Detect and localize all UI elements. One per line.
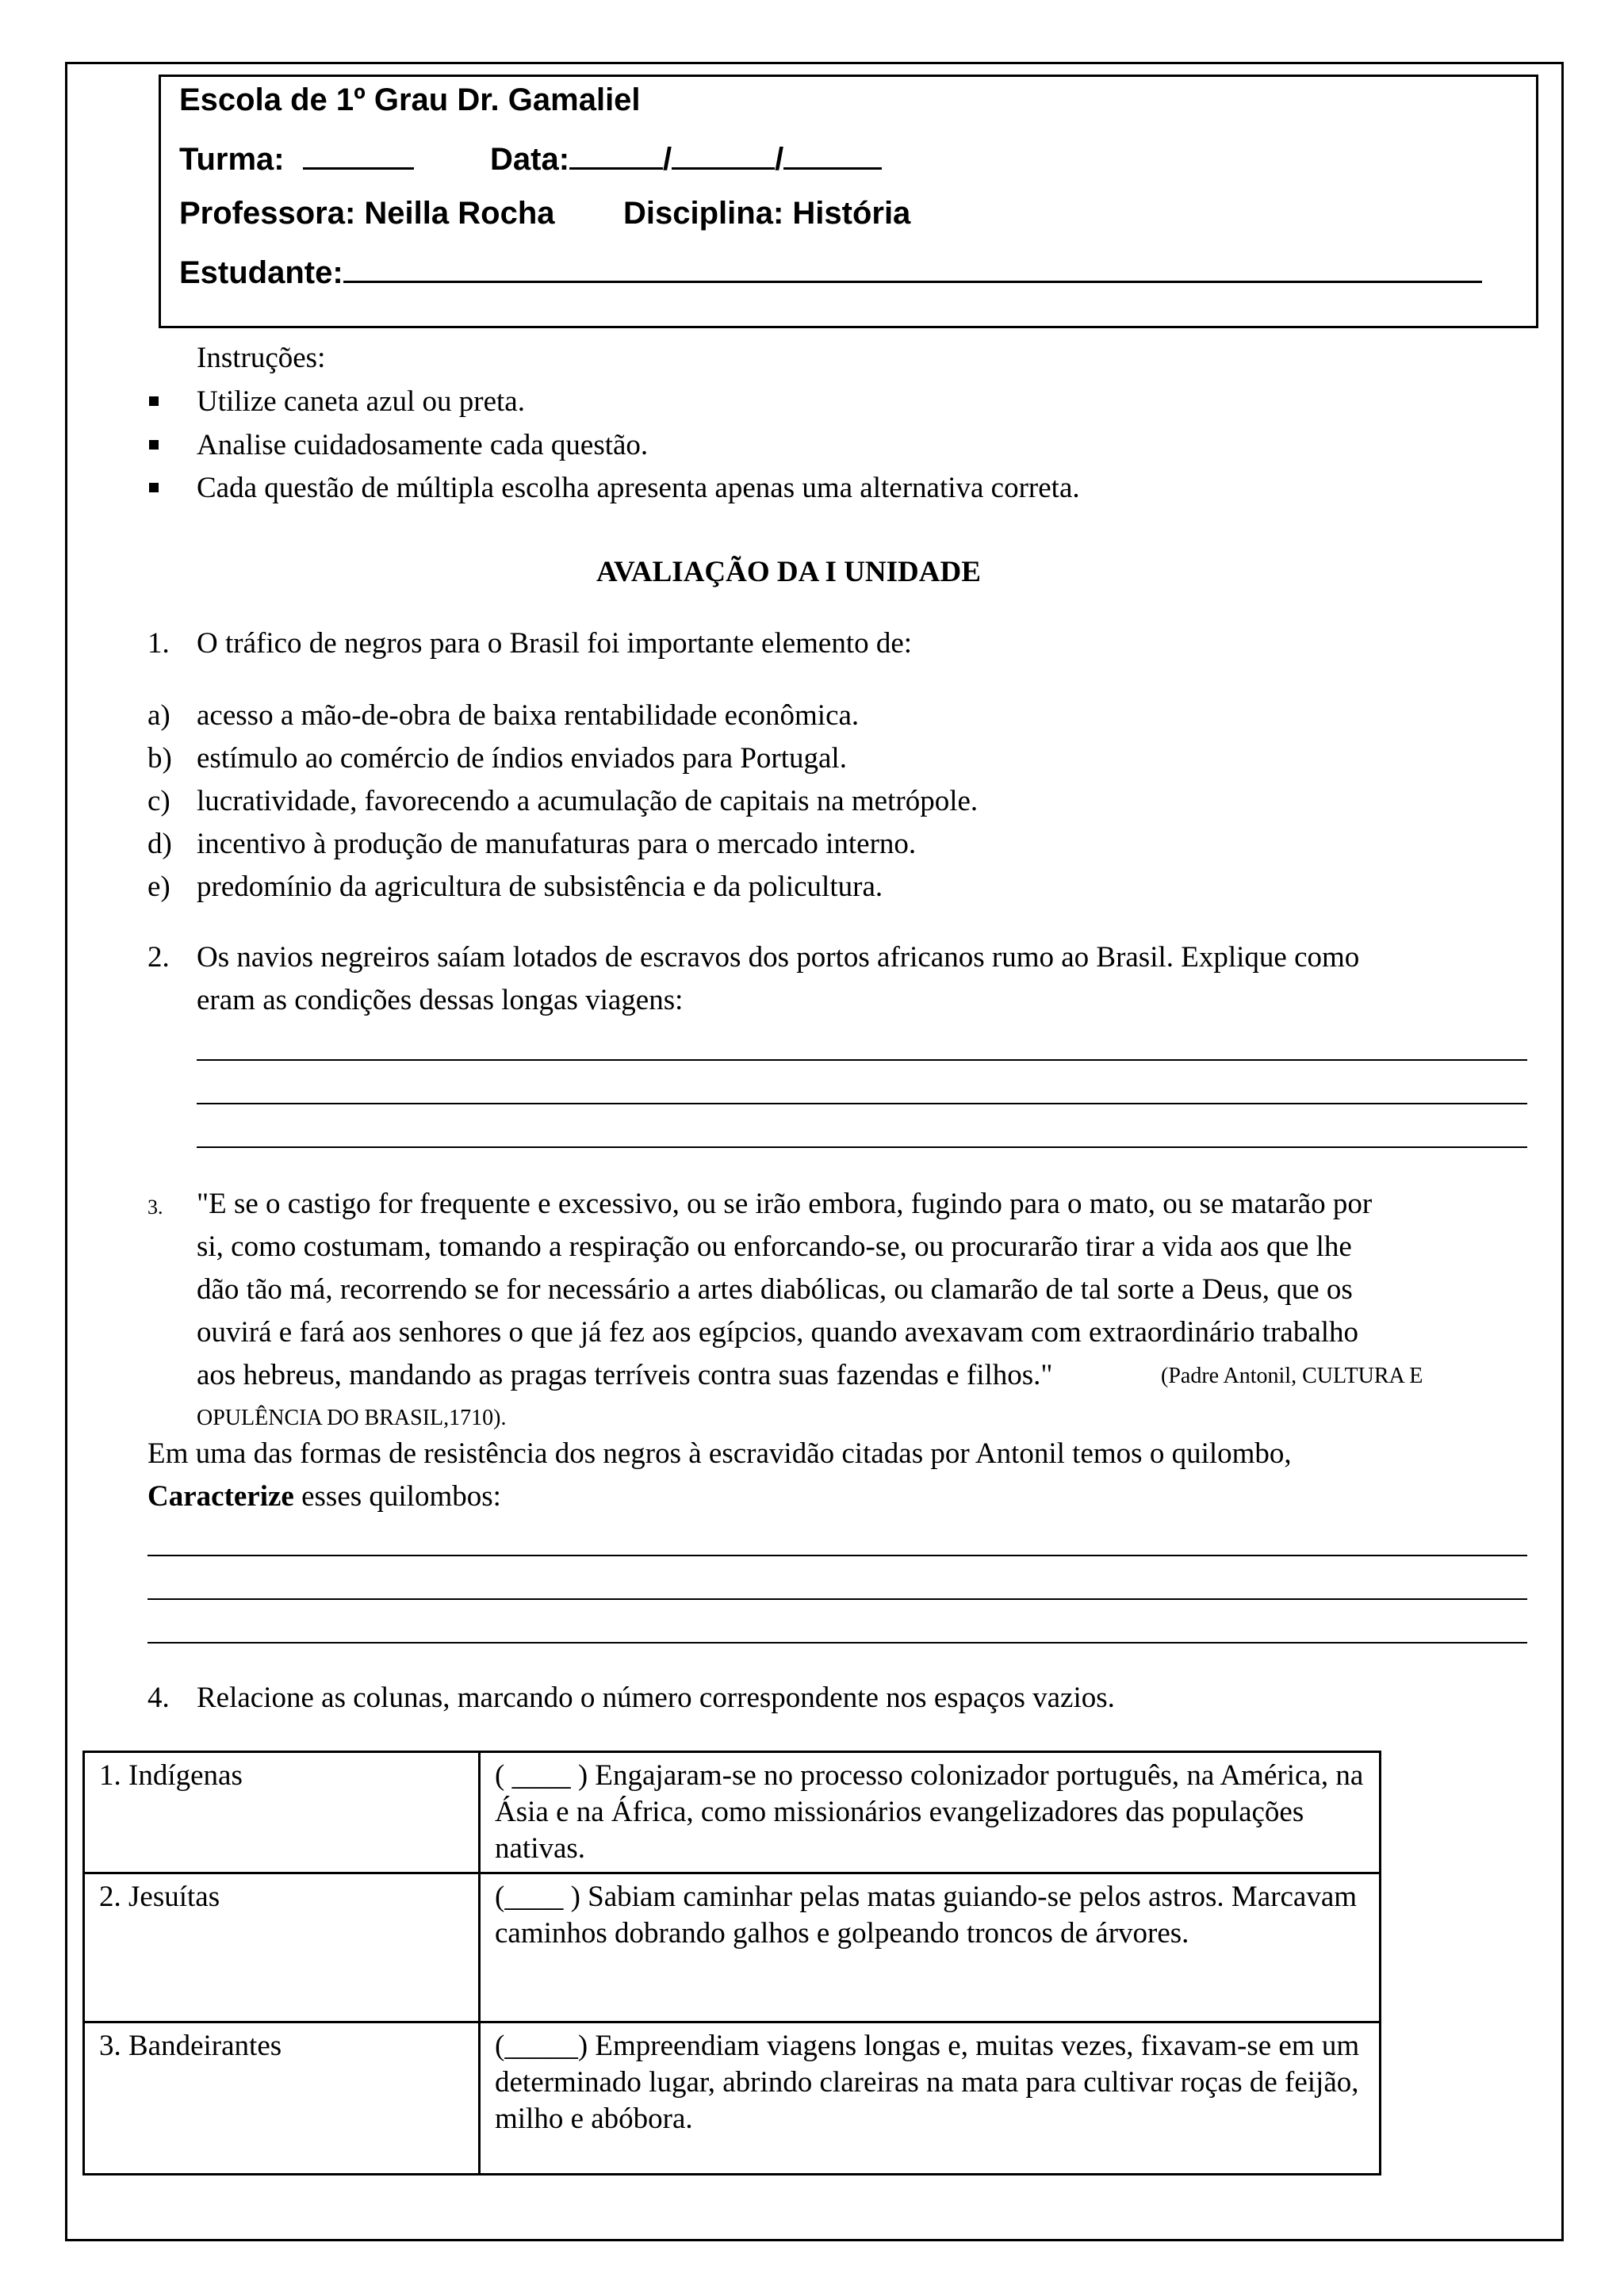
assessment-title: AVALIAÇÃO DA I UNIDADE (596, 556, 981, 588)
date-day-field[interactable] (569, 139, 663, 170)
table-cell-left: 2. Jesuítas (84, 1873, 480, 2022)
instruction-item: Utilize caneta azul ou preta. (197, 385, 525, 418)
table-cell-right[interactable]: (_____) Empreendiam viagens longas e, muitas vezes, fixavam-se em um determinado lugar, abrindo clareiras na mata para cultivar roças de feijão, milho e abóbora. (480, 2022, 1381, 2175)
q3-prompt-line1: Em uma das formas de resistência dos negros à escravidão citadas por Antonil temos o quilombo, (147, 1437, 1292, 1470)
q1-option-letter: e) (147, 871, 170, 903)
q3-quote-line: ouvirá e fará aos senhores o que já fez aos egípcios, quando avexavam com extraordinário trabalho (197, 1316, 1359, 1349)
date-year-field[interactable] (783, 139, 882, 170)
q1-option-e[interactable]: predomínio da agricultura de subsistência e da policultura. (197, 871, 883, 903)
q3-citation: (Padre Antonil, CULTURA E (1161, 1364, 1423, 1388)
teacher-name: Professora: Neilla Rocha (179, 196, 555, 231)
q4-number: 4. (147, 1682, 170, 1714)
instruction-item: Analise cuidadosamente cada questão. (197, 429, 649, 461)
q3-quote-line: aos hebreus, mandando as pragas terríveis contra suas fazendas e filhos." (197, 1359, 1053, 1391)
q2-text-line1: Os navios negreiros saíam lotados de escravos dos portos africanos rumo ao Brasil. Explique como (197, 941, 1360, 974)
q1-option-letter: c) (147, 785, 170, 817)
q2-answer-line[interactable] (197, 1059, 1527, 1061)
q1-option-c[interactable]: lucratividade, favorecendo a acumulação de capitais na metrópole. (197, 785, 979, 817)
instruction-item: Cada questão de múltipla escolha apresenta apenas uma alternativa correta. (197, 472, 1080, 504)
q1-text: O tráfico de negros para o Brasil foi importante elemento de: (197, 627, 913, 660)
q3-answer-line[interactable] (147, 1642, 1527, 1644)
turma-label: Turma: (179, 142, 285, 177)
q3-answer-line[interactable] (147, 1598, 1527, 1600)
q3-quote-line: dão tão má, recorrendo se for necessário a artes diabólicas, ou clamarão de tal sorte a Deus, que os (197, 1273, 1353, 1306)
q3-answer-line[interactable] (147, 1555, 1527, 1556)
student-label: Estudante: (179, 255, 343, 290)
date-month-field[interactable] (672, 139, 775, 170)
bullet-icon (149, 440, 159, 450)
school-name: Escola de 1º Grau Dr. Gamaliel (179, 82, 641, 117)
q1-number: 1. (147, 627, 170, 660)
bullet-icon (149, 396, 159, 406)
q2-number: 2. (147, 941, 170, 974)
q3-prompt-bold: Caracterize (147, 1480, 294, 1513)
q2-answer-line[interactable] (197, 1103, 1527, 1104)
date-row (490, 139, 882, 178)
table-row (84, 2022, 1381, 2175)
q1-option-letter: b) (147, 742, 172, 775)
q1-option-letter: d) (147, 828, 172, 860)
table-row (84, 1752, 1381, 1873)
subject-name: Disciplina: História (623, 196, 911, 231)
bullet-icon (149, 483, 159, 492)
q3-prompt-line2 (147, 1479, 501, 1513)
student-row (179, 252, 1482, 291)
q3-quote-line: si, como costumam, tomando a respiração ou enforcando-se, ou procurarão tirar a vida aos que lhe (197, 1230, 1352, 1263)
date-separator-2: / (775, 142, 784, 177)
q2-answer-line[interactable] (197, 1146, 1527, 1148)
date-label: Data: (490, 142, 570, 177)
q3-quote-line: "E se o castigo for frequente e excessivo, ou se irão embora, fugindo para o mato, ou se matarão por (197, 1188, 1373, 1220)
q4-text: Relacione as colunas, marcando o número correspondente nos espaços vazios. (197, 1682, 1115, 1714)
table-cell-left: 3. Bandeirantes (84, 2022, 480, 2175)
table-row (84, 1873, 1381, 2022)
table-cell-right[interactable]: ( ____ ) Engajaram-se no processo colonizador português, na América, na Ásia e na África, como missionários evangelizadores das populações nativas. (480, 1752, 1381, 1873)
matching-table (82, 1751, 1381, 2175)
table-cell-right[interactable]: (____ ) Sabiam caminhar pelas matas guiando-se pelos astros. Marcavam caminhos dobrando galhos e golpeando troncos de árvores. (480, 1873, 1381, 2022)
q1-option-letter: a) (147, 699, 170, 732)
q1-option-b[interactable]: estímulo ao comércio de índios enviados para Portugal. (197, 742, 847, 775)
date-separator-1: / (663, 142, 672, 177)
q3-number: 3. (147, 1196, 163, 1219)
q3-citation: OPULÊNCIA DO BRASIL,1710). (197, 1406, 507, 1430)
turma-row (179, 139, 414, 178)
q3-prompt-rest: esses quilombos: (293, 1480, 501, 1513)
q1-option-a[interactable]: acesso a mão-de-obra de baixa rentabilidade econômica. (197, 699, 860, 732)
table-cell-left: 1. Indígenas (84, 1752, 480, 1873)
student-name-field[interactable] (343, 252, 1482, 283)
instructions-title: Instruções: (197, 342, 326, 374)
q2-text-line2: eram as condições dessas longas viagens: (197, 984, 684, 1016)
turma-field[interactable] (303, 139, 414, 170)
q1-option-d[interactable]: incentivo à produção de manufaturas para o mercado interno. (197, 828, 917, 860)
